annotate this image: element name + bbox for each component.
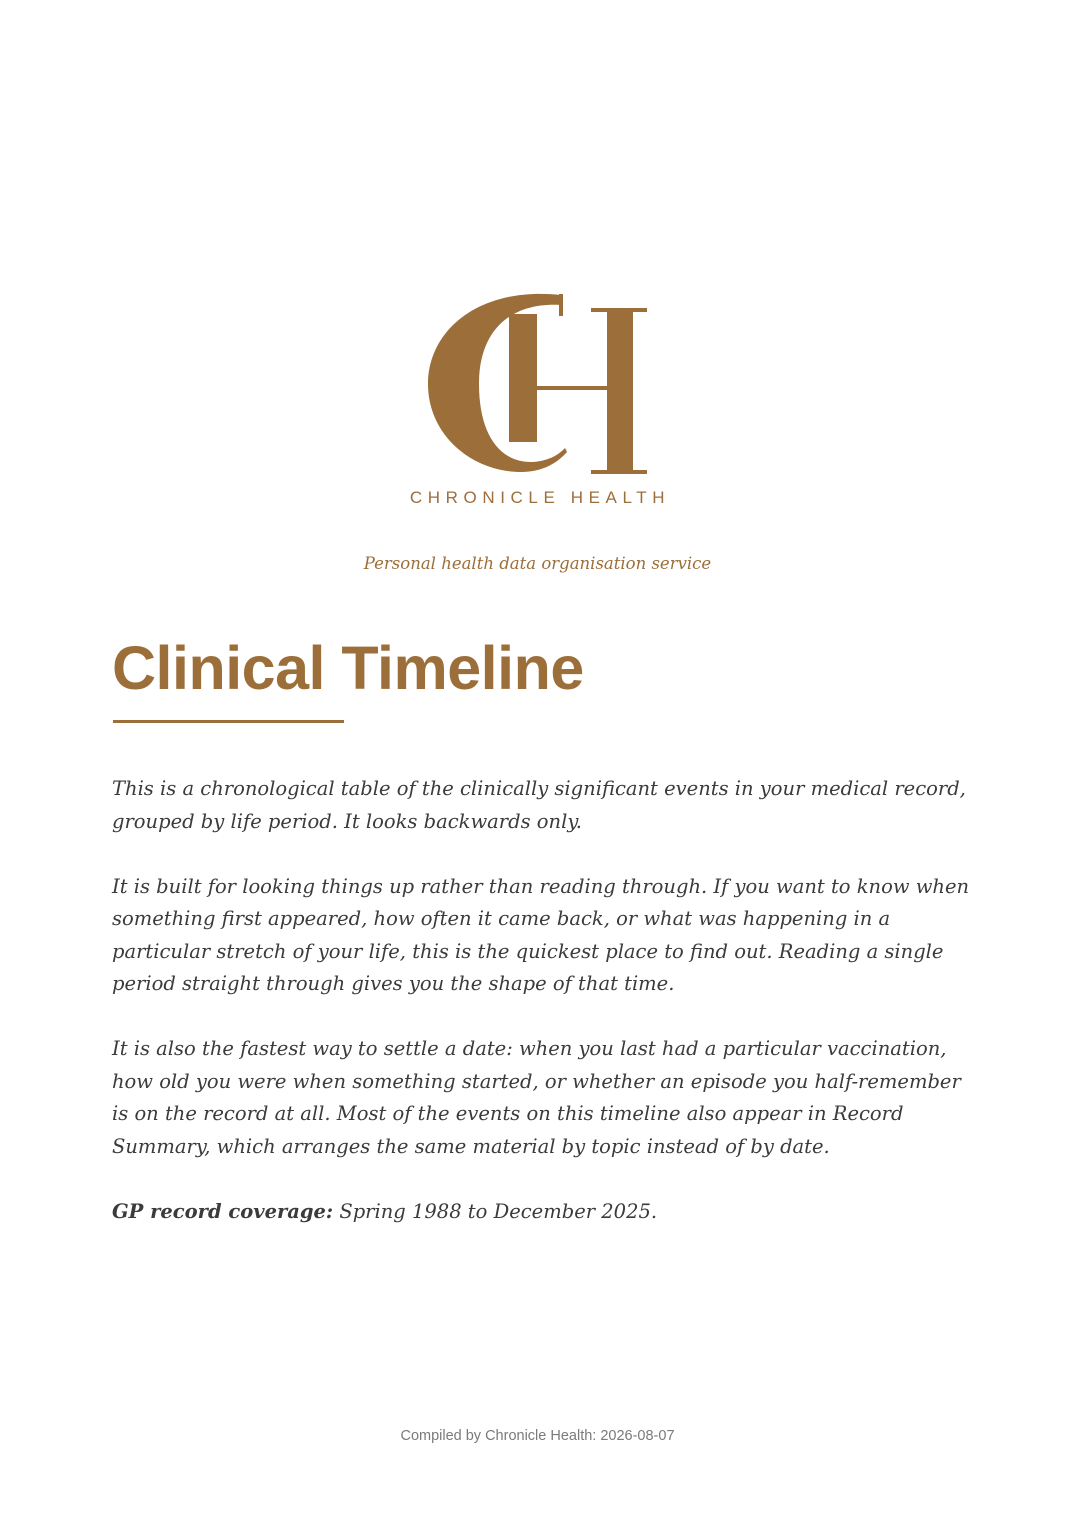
coverage-label: GP record coverage: [112, 1199, 334, 1223]
introduction-text [112, 773, 972, 1228]
ch-monogram-logo-icon [418, 286, 658, 486]
intro-paragraph: This is a chronological table of the clinically significant events in your medical record, grouped by life period. It looks backwards only. [112, 777, 966, 833]
title-underline-divider [113, 720, 344, 723]
intro-paragraph: It is also the fastest way to settle a date: when you last had a particular vaccination, how old you were when something started, or whether an episode you half-remember is on the record at all. Most of the events on this timeline also appear in Record Summary, which arranges the same material by topic instead of by date. [112, 1037, 961, 1158]
intro-paragraph: It is built for looking things up rather than reading through. If you want to know when something first appeared, how often it came back, or what was happening in a particular stretch of your life, this is the quickest place to find out. Reading a single period straight through gives you the shape of that time. [112, 874, 970, 995]
brand-tagline: Personal health data organisation service [363, 554, 712, 573]
coverage-value: Spring 1988 to December 2025. [339, 1199, 658, 1223]
page-title: Clinical Timeline [112, 634, 584, 702]
brand-name: CHRONICLE HEALTH [409, 488, 671, 507]
chronicle-health-logo [0, 286, 1075, 486]
compiled-footer: Compiled by Chronicle Health: 2026-08-07 [400, 1428, 675, 1444]
coverage-statement [112, 1196, 972, 1229]
